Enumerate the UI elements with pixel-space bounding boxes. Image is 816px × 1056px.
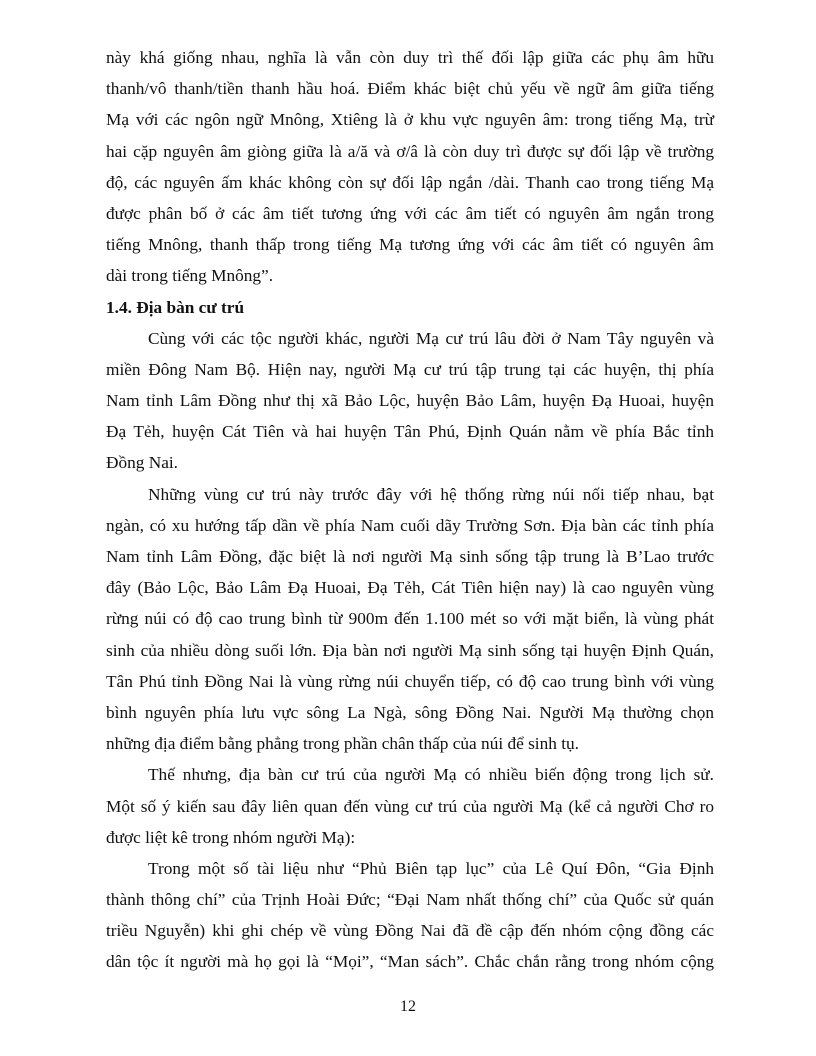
text-line: miền Đông Nam Bộ. Hiện nay, người Mạ cư trú tập trung tại các huyện, thị phía — [106, 359, 714, 379]
text-line: Nam tỉnh Lâm Đồng, đặc biệt là nơi người Mạ sinh sống tập trung là B’Lao trước — [106, 547, 714, 566]
text-line: Trong một số tài liệu như “Phủ Biên tạp lục” của Lê Quí Đôn, “Gia Định — [148, 858, 714, 878]
text-line: thanh/vô thanh/tiền thanh hầu hoá. Điểm khác biệt chủ yếu về ngữ âm giữa tiếng — [106, 79, 714, 99]
text-line: Đồng Nai. — [106, 453, 178, 473]
text-line: độ, các nguyên ấm khác không còn sự đối lập ngắn /dài. Thanh cao trong tiếng Mạ — [106, 172, 714, 192]
paragraph — [106, 853, 714, 978]
text-line: rừng núi có độ cao trung bình từ 900m đến 1.100 mét so với mặt biển, là vùng phát — [106, 609, 714, 629]
text-line: Tân Phú tỉnh Đồng Nai là vùng rừng núi chuyển tiếp, có độ cao trung bình với vùng — [106, 671, 714, 691]
text-line: đây (Bảo Lộc, Bảo Lâm Đạ Huoai, Đạ Tẻh, Cát Tiên hiện nay) là cao nguyên vùng — [106, 578, 714, 598]
text-line: Mạ với các ngôn ngữ Mnông, Xtiêng là ở khu vực nguyên âm: trong tiếng Mạ, trừ — [106, 110, 714, 130]
text-line: ngàn, có xu hướng tấp dần về phía Nam cuối dãy Trường Sơn. Địa bàn các tỉnh phía — [106, 515, 714, 535]
page-number: 12 — [400, 998, 416, 1015]
text-line: Một số ý kiến sau đây liên quan đến vùng cư trú của người Mạ (kể cả người Chơ ro — [106, 796, 714, 816]
text-line: Cùng với các tộc người khác, người Mạ cư trú lâu đời ở Nam Tây nguyên và — [148, 328, 714, 348]
paragraph — [106, 323, 714, 479]
paragraph — [106, 42, 714, 292]
text-line: Nam tỉnh Lâm Đồng như thị xã Bảo Lộc, huyện Bảo Lâm, huyện Đạ Huoai, huyện — [106, 391, 714, 411]
text-line: sinh của nhiều dòng suối lớn. Địa bàn nơi người Mạ sinh sống tại huyện Định Quán, — [106, 640, 714, 660]
text-line: được liệt kê trong nhóm người Mạ): — [106, 827, 356, 847]
text-line: hai cặp nguyên âm giòng giữa là a/ă và ơ/â là còn duy trì được sự đối lập về trường — [106, 141, 714, 161]
text-line: dân tộc ít người mà họ gọi là “Mọi”, “Man sách”. Chắc chắn rằng trong nhóm cộng — [106, 952, 714, 972]
text-line: được phân bố ở các âm tiết tương ứng với các âm tiết có nguyên âm ngắn trong — [106, 203, 714, 223]
text-line: tiếng Mnông, thanh thấp trong tiếng Mạ tương ứng với các âm tiết có nguyên âm — [106, 235, 714, 255]
section-heading: 1.4. Địa bàn cư trú — [106, 297, 245, 317]
text-line: Đạ Tẻh, huyện Cát Tiên và hai huyện Tân Phú, Định Quán nằm về phía Bắc tỉnh — [106, 422, 714, 442]
text-line: này khá giống nhau, nghĩa là vẫn còn duy trì thế đối lập giữa các phụ âm hữu — [106, 48, 714, 67]
text-line: bình nguyên phía lưu vực sông La Ngà, sông Đồng Nai. Người Mạ thường chọn — [106, 702, 714, 722]
document-body — [106, 42, 714, 978]
text-line: thành thông chí” của Trịnh Hoài Đức; “Đại Nam nhất thống chí” của Quốc sử quán — [106, 890, 714, 910]
text-line: dài trong tiếng Mnông”. — [106, 266, 274, 286]
paragraph — [106, 759, 714, 853]
text-line: Những vùng cư trú này trước đây với hệ thống rừng núi nối tiếp nhau, bạt — [148, 484, 714, 504]
text-line: triều Nguyễn) khi ghi chép về vùng Đồng Nai đã đề cập đến nhóm cộng đồng các — [106, 921, 714, 941]
text-line: Thế nhưng, địa bàn cư trú của người Mạ có nhiều biến động trong lịch sử. — [148, 765, 714, 785]
paragraph — [106, 479, 714, 760]
text-line: những địa điểm bằng phẳng trong phần chân thấp của núi để sinh tụ. — [106, 734, 579, 754]
